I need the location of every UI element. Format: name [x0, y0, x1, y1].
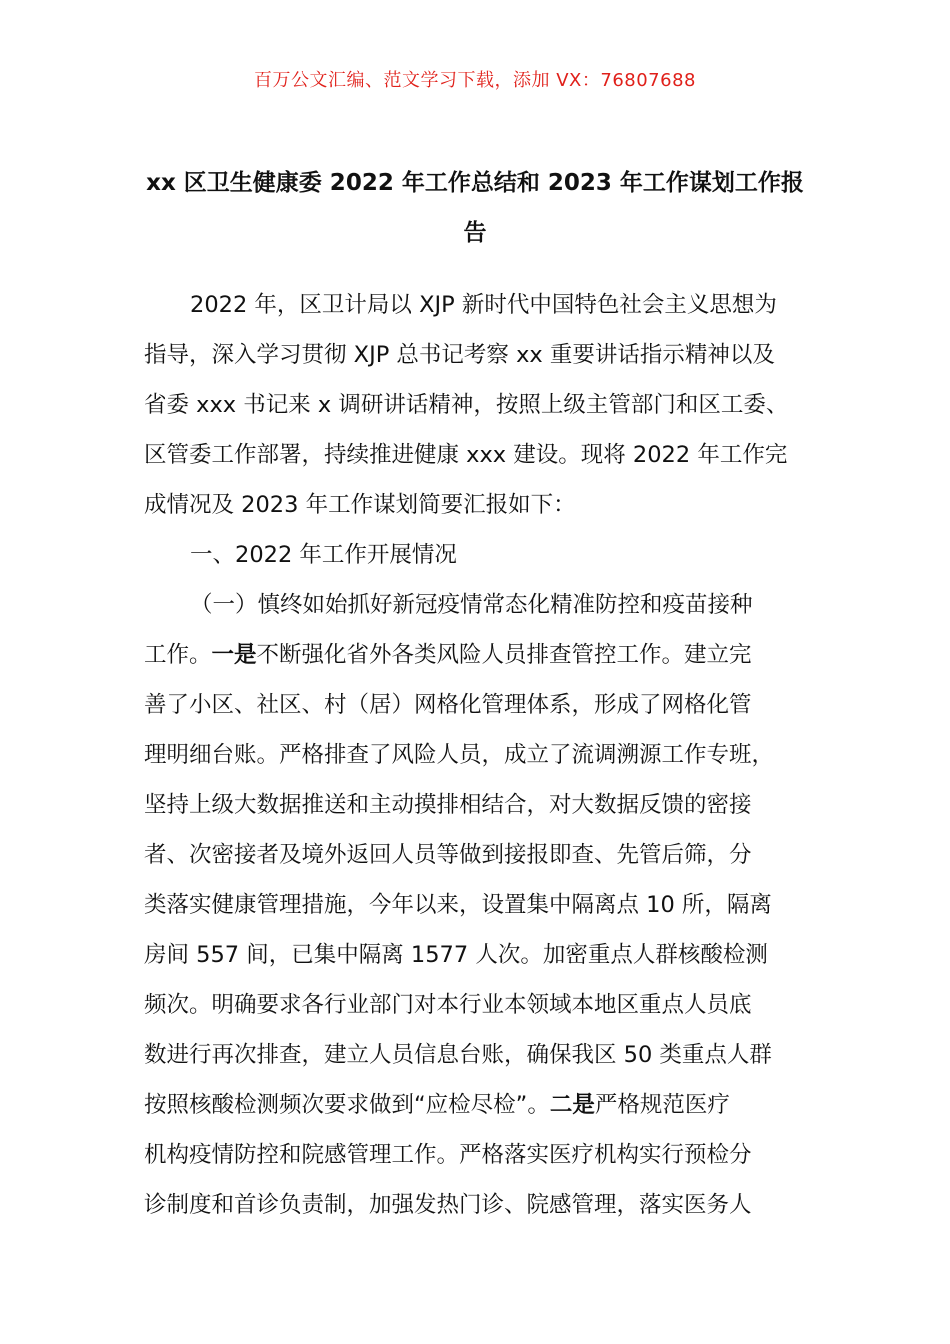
line-text: 工作。	[144, 642, 212, 668]
paragraph-line: 频次。明确要求各行业部门对本行业本领域本地区重点人员底	[144, 992, 752, 1018]
line-text: 不断强化省外各类风险人员排查管控工作。建立完	[256, 642, 752, 668]
paragraph-line: 数进行再次排查，建立人员信息台账，确保我区 50 类重点人群	[144, 1042, 772, 1068]
paragraph-line: 成情况及 2023 年工作谋划简要汇报如下：	[144, 492, 576, 518]
paragraph-line: 者、次密接者及境外返回人员等做到接报即查、先管后筛，分	[144, 842, 752, 868]
paragraph-line: 类落实健康管理措施，今年以来，设置集中隔离点 10 所，隔离	[144, 892, 772, 918]
paragraph-line: 诊制度和首诊负责制，加强发热门诊、院感管理，落实医务人	[144, 1192, 752, 1218]
paragraph-line: 区管委工作部署，持续推进健康 xxx 建设。现将 2022 年工作完	[144, 442, 788, 468]
document-body	[144, 280, 824, 1230]
paragraph-line: 2022 年，区卫计局以 XJP 新时代中国特色社会主义思想为	[190, 292, 777, 318]
paragraph-line: 省委 xxx 书记来 x 调研讲话精神，按照上级主管部门和区工委、	[144, 392, 789, 418]
paragraph-line: 理明细台账。严格排查了风险人员，成立了流调溯源工作专班，	[144, 742, 775, 768]
paragraph-line: 坚持上级大数据推送和主动摸排相结合，对大数据反馈的密接	[144, 792, 752, 818]
emphasis-second: 二是	[549, 1092, 595, 1118]
paragraph-line: 指导，深入学习贯彻 XJP 总书记考察 xx 重要讲话指示精神以及	[144, 342, 775, 368]
title-line-2: 告	[463, 220, 487, 246]
paragraph-line	[144, 1080, 824, 1130]
paragraph-line: 机构疫情防控和院感管理工作。严格落实医疗机构实行预检分	[144, 1142, 752, 1168]
document-title	[140, 158, 810, 258]
line-text: 严格规范医疗	[594, 1092, 730, 1118]
paragraph-line: 善了小区、社区、村（居）网格化管理体系，形成了网格化管	[144, 692, 752, 718]
title-line-1: xx 区卫生健康委 2022 年工作总结和 2023 年工作谋划工作报	[146, 170, 804, 196]
paragraph-line	[144, 630, 824, 680]
promo-header-note: 百万公文汇编、范文学习下载，添加 VX：76807688	[254, 70, 696, 91]
emphasis-first: 一是	[211, 642, 257, 668]
section-heading: 一、2022 年工作开展情况	[190, 542, 457, 568]
paragraph-line: 房间 557 间，已集中隔离 1577 人次。加密重点人群核酸检测	[144, 942, 768, 968]
line-text: 按照核酸检测频次要求做到“应检尽检”。	[144, 1092, 550, 1118]
subsection-heading: （一）慎终如始抓好新冠疫情常态化精准防控和疫苗接种	[190, 592, 753, 618]
